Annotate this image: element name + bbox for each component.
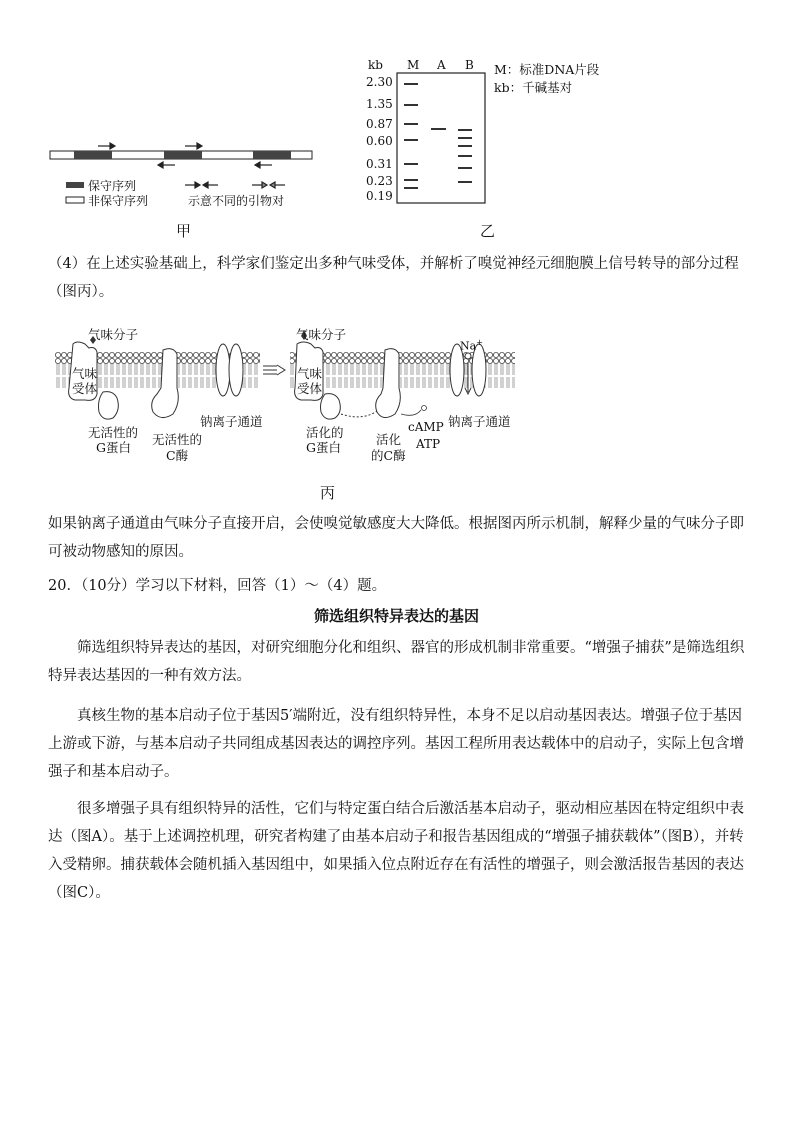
label-g-inactive-2: G蛋白 — [96, 440, 131, 455]
conserved-segment-1 — [74, 151, 112, 159]
label-c-inactive-1: 无活性的 — [152, 432, 203, 447]
gel-unit-label: kb — [368, 58, 383, 72]
na-ion — [465, 353, 471, 359]
label-receptor-left-1: 气味 — [72, 366, 98, 381]
gel-lane-a: A — [437, 58, 446, 72]
label-receptor-right-2: 受体 — [297, 381, 323, 396]
conserved-segment-2 — [164, 151, 202, 159]
conserved-segment-3 — [253, 151, 291, 159]
marker-label: 0.87 — [366, 117, 393, 131]
activation-path — [341, 408, 381, 417]
label-na-channel-left: 钠离子通道 — [200, 414, 263, 429]
marker-label: 0.23 — [366, 174, 393, 188]
label-receptor-left-2: 受体 — [72, 381, 98, 396]
gel-lane-m: M — [407, 58, 420, 72]
marker-label: 2.30 — [366, 75, 393, 89]
gel-legend-m: M：标准DNA片段 — [494, 62, 600, 77]
label-camp: cAMP — [408, 420, 444, 434]
marker-label: 1.35 — [366, 97, 393, 111]
g-protein-active — [321, 394, 341, 420]
figure-jia-caption: 甲 — [176, 222, 192, 240]
gel-legend-kb: kb：千碱基对 — [494, 80, 573, 95]
figure-yi-caption: 乙 — [480, 222, 496, 240]
article-title: 筛选组织特异表达的基因 — [313, 607, 479, 625]
label-receptor-right-1: 气味 — [297, 366, 323, 381]
label-odor-left: 气味分子 — [88, 327, 139, 342]
figure-jia — [40, 135, 330, 215]
legend-nonconserved-label: 非保守序列 — [88, 194, 149, 208]
label-odor-right: 气味分子 — [296, 327, 347, 342]
na-channel-left-a — [216, 344, 230, 396]
paragraph-after-bing: 如果钠离子通道由气味分子直接开启，会使嗅觉敏感度大大降低。根据图丙所示机制，解释少量的气味分子即可被动物感知的原因。 — [48, 516, 744, 560]
label-na-channel-right: 钠离子通道 — [448, 414, 511, 429]
legend-primer-arrows — [185, 182, 285, 188]
label-g-inactive-1: 无活性的 — [88, 425, 139, 440]
camp-dot — [422, 406, 427, 411]
question-4-text: （4）在上述实验基础上，科学家们鉴定出多种气味受体，并解析了嗅觉神经元细胞膜上信号转导的部分过程（图丙）。 — [48, 256, 739, 300]
article-paragraph-1: 筛选组织特异表达的基因，对研究细胞分化和组织、器官的形成机制非常重要。“增强子捕获”是筛选组织特异表达基因的一种有效方法。 — [48, 640, 745, 684]
label-g-active-1: 活化的 — [306, 425, 344, 440]
figure-bing-caption: 丙 — [320, 484, 336, 502]
label-atp: ATP — [416, 437, 441, 451]
label-c-active-2: 的C酶 — [371, 448, 406, 463]
na-ion-charge: + — [476, 338, 483, 347]
label-g-active-2: G蛋白 — [306, 440, 341, 455]
gel-lane-b: B — [465, 58, 474, 72]
legend-nonconserved-swatch — [66, 197, 84, 203]
marker-label: 0.19 — [366, 189, 393, 203]
legend-primer-label: 示意不同的引物对 — [188, 194, 285, 208]
gel-image — [396, 72, 488, 206]
question-20-header: 20．（10分）学习以下材料，回答（1）～（4）题。 — [48, 578, 387, 594]
marker-label: 0.31 — [366, 157, 393, 171]
label-c-active-1: 活化 — [376, 432, 402, 447]
camp-arrow — [401, 410, 421, 415]
article-paragraph-3: 很多增强子具有组织特异的活性，它们与特定蛋白结合后激活基本启动子，驱动相应基因在特定组织中表达（图A）。基于上述调控机理，研究者构建了由基本启动子和报告基因组成的“增强子捕获载体”（图B），并转入受精卵。捕获载体会随机插入基因组中，如果插入位点附近存在有活性的增强子，则会激活报告基因的表达（图C）。 — [48, 801, 744, 901]
marker-label: 0.60 — [366, 134, 393, 148]
article-paragraph-2: 真核生物的基本启动子位于基因5′端附近，没有组织特异性，本身不足以启动基因表达。增强子位于基因上游或下游，与基本启动子共同组成基因表达的调控序列。基因工程所用表达载体中的启动子，实际上包含增强子和基本启动子。 — [48, 708, 744, 780]
na-channel-left-b — [229, 344, 243, 396]
g-protein-inactive — [99, 392, 119, 420]
na-ion-text: Na — [460, 339, 477, 353]
legend-conserved-label: 保守序列 — [88, 179, 137, 193]
legend-conserved-swatch — [66, 182, 84, 188]
transition-arrow — [263, 365, 285, 375]
label-c-inactive-2: C酶 — [166, 448, 189, 463]
label-na-ion — [460, 338, 483, 353]
